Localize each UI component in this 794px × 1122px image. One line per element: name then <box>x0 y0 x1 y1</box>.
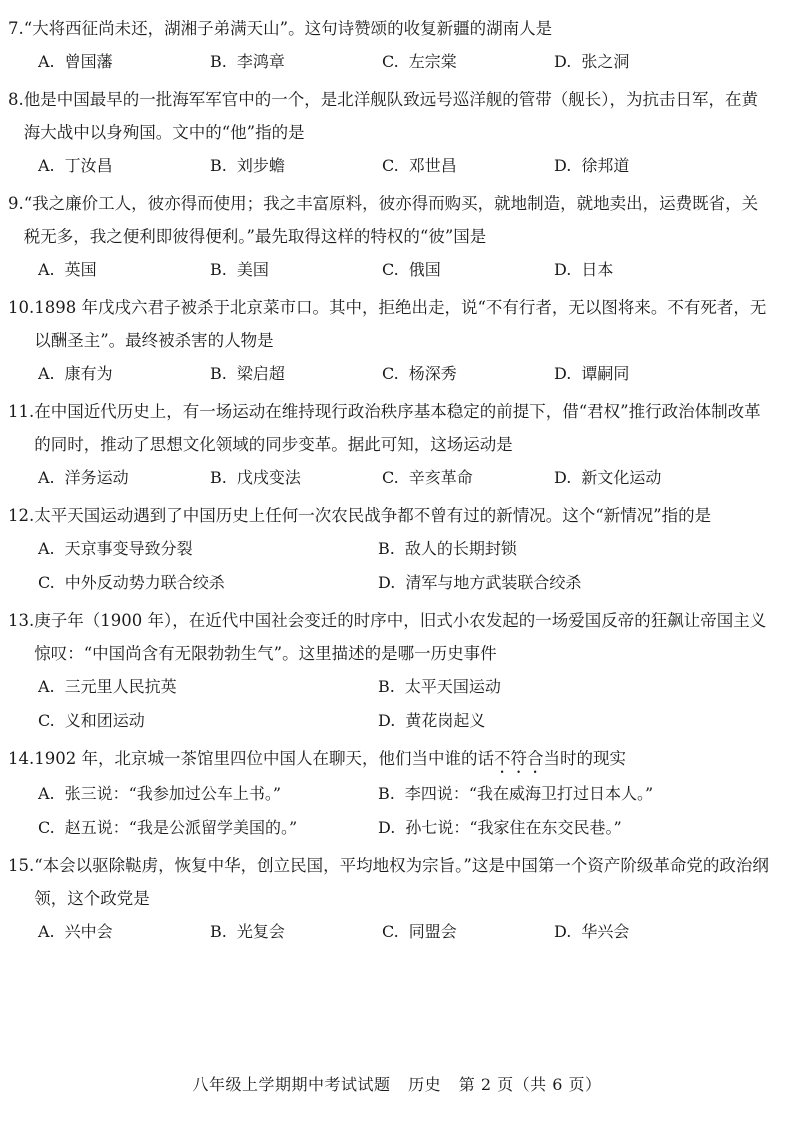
question-stem <box>8 849 774 915</box>
option-a: A. 洋务运动 <box>38 468 129 487</box>
options <box>38 461 774 495</box>
question-number: 9. <box>8 194 24 213</box>
options <box>38 253 774 287</box>
option-c: C. 辛亥革命 <box>382 468 473 487</box>
options <box>38 670 774 738</box>
option-b: B. 光复会 <box>210 922 285 941</box>
options <box>38 45 774 79</box>
option-d: D. 张之洞 <box>554 52 630 71</box>
question-stem <box>8 187 774 253</box>
option-c: C. 俄国 <box>382 260 441 279</box>
option-b: B. 刘步蟾 <box>210 156 285 175</box>
option-c: C. 义和团运动 <box>38 711 145 730</box>
question-number: 10. <box>8 298 35 317</box>
question-stem <box>8 742 774 777</box>
question-stem <box>8 499 774 532</box>
question-text: “本会以驱除鞑虏，恢复中华，创立民国，平均地权为宗旨。”这是中国第一个资产阶级革命党的政治纲领，这个政党是 <box>34 856 769 908</box>
question-number: 8. <box>8 90 24 109</box>
emphasized-text: 不符合 <box>494 749 544 768</box>
question-text: 他是中国最早的一批海军军官中的一个，是北洋舰队致远号巡洋舰的管带（舰长），为抗击日军，在黄海大战中以身殉国。文中的“他”指的是 <box>23 90 758 142</box>
options <box>38 915 774 949</box>
option-a: A. 兴中会 <box>38 922 113 941</box>
question-10 <box>8 291 774 391</box>
subject-label: 历史 <box>408 1075 442 1094</box>
options <box>38 777 774 845</box>
question-text: 在中国近代历史上，有一场运动在维持现行政治秩序基本稳定的前提下，借“君权”推行政治体制改革的同时，推动了思想文化领域的同步变革。据此可知，这场运动是 <box>34 402 761 454</box>
option-a: A. 丁汝昌 <box>38 156 113 175</box>
question-number: 11. <box>8 402 35 421</box>
option-b: B. 太平天国运动 <box>378 677 501 696</box>
question-text: 太平天国运动遇到了中国历史上任何一次农民战争都不曾有过的新情况。这个“新情况”指的是 <box>34 506 712 525</box>
option-d: D. 新文化运动 <box>554 468 662 487</box>
question-9 <box>8 187 774 287</box>
option-b: B. 美国 <box>210 260 269 279</box>
option-c: C. 左宗棠 <box>382 52 457 71</box>
question-12 <box>8 499 774 600</box>
option-d: D. 华兴会 <box>554 922 630 941</box>
option-d: D. 清军与地方武装联合绞杀 <box>378 573 582 592</box>
option-a: A. 三元里人民抗英 <box>38 677 177 696</box>
question-13 <box>8 604 774 738</box>
question-number: 12. <box>8 506 35 525</box>
question-14 <box>8 742 774 845</box>
option-b: B. 敌人的长期封锁 <box>378 539 517 558</box>
option-b: B. 李鸿章 <box>210 52 285 71</box>
page-footer <box>0 1072 794 1095</box>
question-stem <box>8 291 774 357</box>
option-b: B. 李四说：“我在威海卫打过日本人。” <box>378 784 654 803</box>
option-d: D. 徐邦道 <box>554 156 630 175</box>
option-a: A. 英国 <box>38 260 97 279</box>
question-stem <box>8 83 774 149</box>
page-number: 第 2 页（共 6 页） <box>458 1075 602 1094</box>
options <box>38 357 774 391</box>
option-d: D. 黄花岗起义 <box>378 711 486 730</box>
option-a: A. 天京事变导致分裂 <box>38 539 193 558</box>
option-a: A. 曾国藩 <box>38 52 113 71</box>
options <box>38 532 774 600</box>
option-d: D. 孙七说：“我家住在东交民巷。” <box>378 818 622 837</box>
question-15 <box>8 849 774 949</box>
question-number: 7. <box>8 19 24 38</box>
option-a: A. 张三说：“我参加过公车上书。” <box>38 784 282 803</box>
question-stem <box>8 604 774 670</box>
option-a: A. 康有为 <box>38 364 113 383</box>
question-8 <box>8 83 774 183</box>
option-d: D. 谭嗣同 <box>554 364 630 383</box>
options <box>38 149 774 183</box>
question-stem <box>8 12 774 45</box>
option-d: D. 日本 <box>554 260 614 279</box>
option-c: C. 邓世昌 <box>382 156 457 175</box>
question-number: 15. <box>8 856 35 875</box>
question-11 <box>8 395 774 495</box>
option-c: C. 杨深秀 <box>382 364 457 383</box>
option-b: B. 戊戌变法 <box>210 468 301 487</box>
question-text: 1902 年，北京城一茶馆里四位中国人在聊天，他们当中谁的话不符合当时的现实 <box>34 749 626 768</box>
question-number: 14. <box>8 749 35 768</box>
question-text: “我之廉价工人，彼亦得而使用；我之丰富原料，彼亦得而购买，就地制造，就地卖出，运费既省，关税无多，我之便利即彼得便利。”最先取得这样的特权的“彼”国是 <box>23 194 759 246</box>
question-text: 庚子年（1900 年），在近代中国社会变迁的时序中，旧式小农发起的一场爱国反帝的狂飙让帝国主义惊叹：“中国尚含有无限勃勃生气”。这里描述的是哪一历史事件 <box>34 611 767 663</box>
question-text: “大将西征尚未还，湖湘子弟满天山”。这句诗赞颂的收复新疆的湖南人是 <box>23 19 553 38</box>
question-stem <box>8 395 774 461</box>
exam-title: 八年级上学期期中考试试题 <box>192 1075 391 1094</box>
question-7 <box>8 12 774 79</box>
question-text: 1898 年戊戌六君子被杀于北京菜市口。其中，拒绝出走，说“不有行者，无以图将来。不有死者，无以酬圣主”。最终被杀害的人物是 <box>34 298 767 350</box>
option-c: C. 中外反动势力联合绞杀 <box>38 573 225 592</box>
question-number: 13. <box>8 611 35 630</box>
option-b: B. 梁启超 <box>210 364 285 383</box>
option-c: C. 同盟会 <box>382 922 457 941</box>
option-c: C. 赵五说：“我是公派留学美国的。” <box>38 818 298 837</box>
